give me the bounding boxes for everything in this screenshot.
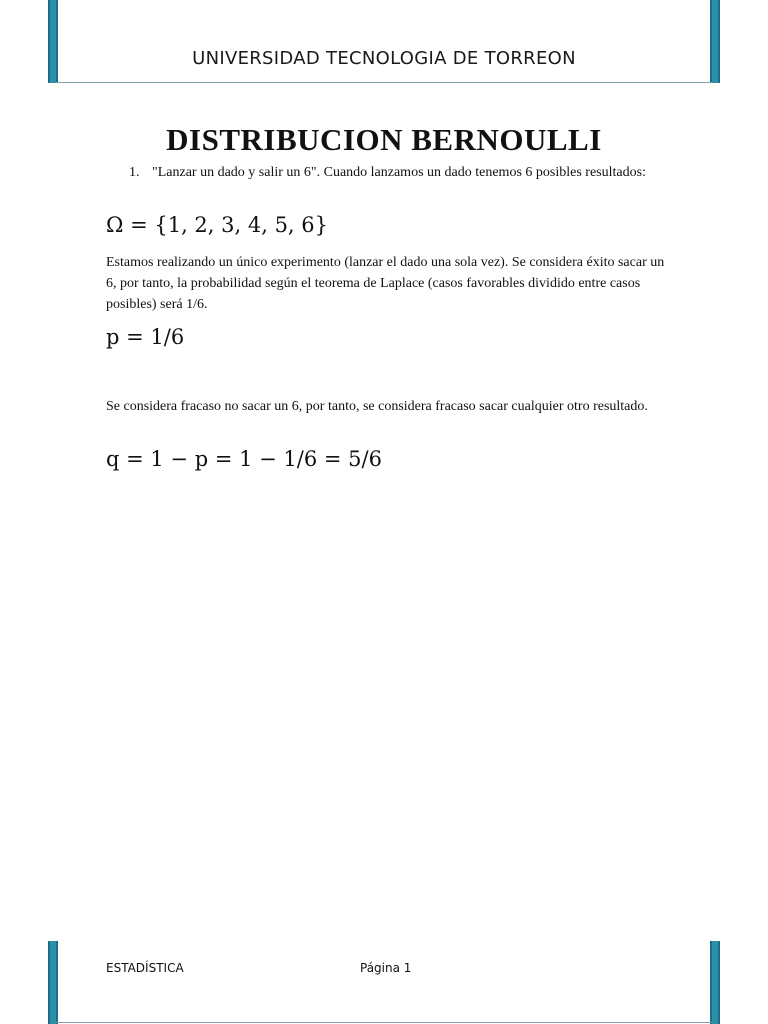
p-formula: p = 1/6 [106,325,185,349]
footer-rule [56,1022,712,1023]
list-item-number: 1. [129,165,140,180]
header-left-accent-bar [48,0,58,83]
footer-left-accent-bar [48,941,58,1024]
list-item-text: "Lanzar un dado y salir un 6". Cuando lanzamos un dado tenemos 6 posibles resultados: [152,165,646,180]
paragraph-failure: Se considera fracaso no sacar un 6, por tanto, se considera fracaso sacar cualquier otro resultado. [106,399,648,414]
footer-page-number: Página 1 [360,961,412,975]
q-formula: q = 1 − p = 1 − 1/6 = 5/6 [106,447,382,471]
document-title: DISTRIBUCION BERNOULLI [166,122,602,157]
paragraph-success: Estamos realizando un único experimento (lanzar el dado una sola vez). Se considera éxito sacar un 6, por tanto, la probabilidad según el teorema de Laplace (casos favorables dividido entre casos posibles) será 1/6. [106,255,665,312]
page-header: UNIVERSIDAD TECNOLOGIA DE TORREON [192,48,576,69]
header-right-accent-bar [710,0,720,83]
footer-subject: ESTADÍSTICA [106,961,184,975]
omega-formula: Ω = {1, 2, 3, 4, 5, 6} [106,213,328,237]
footer-right-accent-bar [710,941,720,1024]
header-rule [56,82,712,83]
